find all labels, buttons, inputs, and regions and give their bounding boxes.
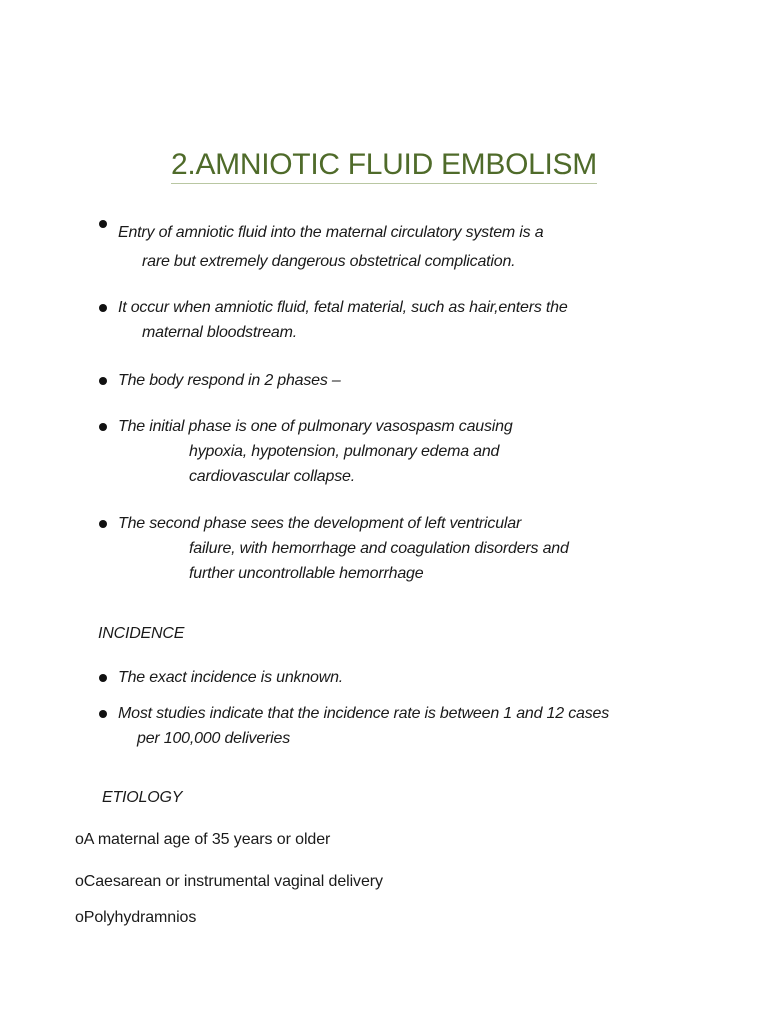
list-item-line: failure, with hemorrhage and coagulation disorders and	[189, 540, 569, 557]
incidence-heading: INCIDENCE	[98, 625, 185, 642]
list-item-line: Most studies indicate that the incidence rate is between 1 and 12 cases	[118, 705, 609, 722]
etiology-heading: ETIOLOGY	[102, 789, 183, 806]
bullet-dot-icon	[99, 674, 107, 682]
etiology-item: oCaesarean or instrumental vaginal delivery	[75, 873, 383, 890]
list-item-line: rare but extremely dangerous obstetrical complication.	[142, 253, 516, 270]
page-title	[0, 148, 768, 182]
bullet-dot-icon	[99, 304, 107, 312]
list-item-line: per 100,000 deliveries	[137, 730, 291, 747]
list-item-line: further uncontrollable hemorrhage	[189, 565, 424, 582]
list-item-line: cardiovascular collapse.	[189, 468, 355, 485]
bullet-dot-icon	[99, 220, 107, 228]
bullet-dot-icon	[99, 520, 107, 528]
list-item-line: The second phase sees the development of left ventricular	[118, 515, 522, 532]
bullet-dot-icon	[99, 423, 107, 431]
etiology-item: oPolyhydramnios	[75, 909, 197, 926]
etiology-item: oA maternal age of 35 years or older	[75, 831, 331, 848]
list-item-line: The initial phase is one of pulmonary vasospasm causing	[118, 418, 513, 435]
list-item-line: maternal bloodstream.	[142, 324, 297, 341]
list-item-line: hypoxia, hypotension, pulmonary edema and	[189, 443, 500, 460]
bullet-dot-icon	[99, 710, 107, 718]
page-title-text: 2.AMNIOTIC FLUID EMBOLISM	[171, 148, 597, 184]
list-item-line: It occur when amniotic fluid, fetal material, such as hair,enters the	[118, 299, 568, 316]
list-item-line: The exact incidence is unknown.	[118, 669, 344, 686]
list-item-line: The body respond in 2 phases –	[118, 372, 341, 389]
bullet-dot-icon	[99, 377, 107, 385]
list-item-line: Entry of amniotic fluid into the maternal circulatory system is a	[118, 224, 544, 241]
